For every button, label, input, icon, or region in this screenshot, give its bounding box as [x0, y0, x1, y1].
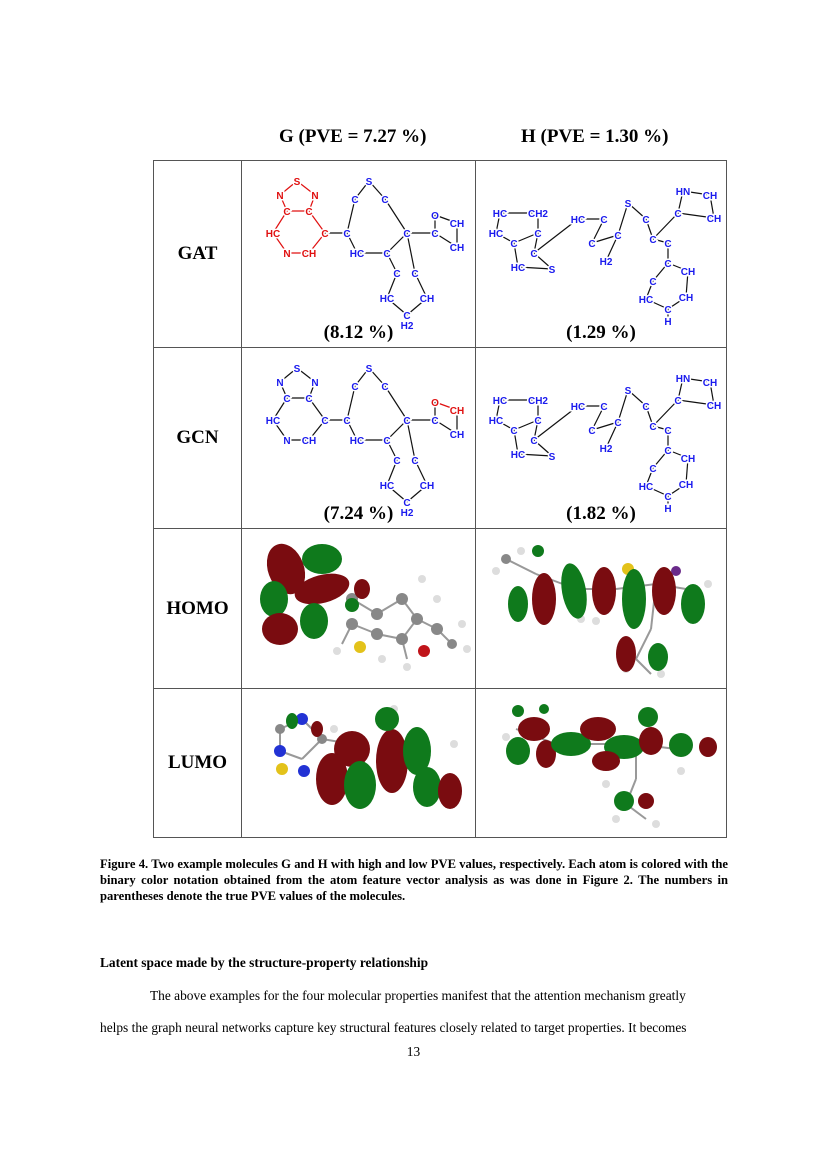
- atom-label: H: [664, 504, 672, 515]
- atom-label: H2: [599, 444, 613, 455]
- atom-label: S: [624, 199, 632, 210]
- atom-label: S: [293, 364, 301, 375]
- structure-gat-g: [242, 161, 475, 332]
- atom-label: CH: [449, 406, 465, 417]
- atom-label: HC: [265, 416, 281, 427]
- cell-lumo-g: [242, 689, 476, 838]
- atom-label: C: [642, 402, 650, 413]
- atom-label: C: [431, 229, 439, 240]
- homo-atoms-g: [333, 575, 471, 671]
- homo-orbital-g: [242, 529, 475, 688]
- lumo-orbital-h: [476, 689, 726, 837]
- paragraph-line-1: The above examples for the four molecular properties manifest that the attention mechanism greatly: [150, 988, 686, 1003]
- atom-label: C: [664, 426, 672, 437]
- atom-label: N: [311, 191, 319, 202]
- structure-gat-h: [476, 161, 726, 328]
- atom-label: C: [649, 464, 657, 475]
- atom-label: C: [649, 422, 657, 433]
- atom-label: O: [431, 398, 439, 409]
- paragraph-line-2: helps the graph neural networks capture key structural features closely related to target properties. It becomes: [100, 1020, 687, 1035]
- atom-label: C: [321, 416, 329, 427]
- atom-label: CH: [301, 249, 317, 260]
- cell-lumo-h: [476, 689, 727, 838]
- row-label-homo: HOMO: [154, 529, 242, 689]
- atom-label: S: [293, 177, 301, 188]
- atom-label: C: [664, 492, 672, 503]
- atom-label: S: [365, 364, 373, 375]
- atom-label: HC: [379, 294, 395, 305]
- atom-label: HC: [510, 263, 526, 274]
- atom-label: C: [411, 456, 419, 467]
- atom-label: CH: [702, 378, 718, 389]
- atom-label: C: [403, 416, 411, 427]
- atom-label: HN: [675, 374, 691, 385]
- atom-label: H: [664, 317, 672, 328]
- atom-label: CH: [680, 267, 696, 278]
- atom-label: CH: [706, 214, 722, 225]
- pve-value-gcn-g: (7.24 %): [323, 503, 394, 524]
- pve-value-gat-g: (8.12 %): [323, 322, 394, 343]
- atom-label: C: [534, 416, 542, 427]
- atom-label: CH: [449, 243, 465, 254]
- cell-gcn-h: [476, 348, 727, 529]
- column-header-h: H (PVE = 1.30 %): [521, 126, 669, 147]
- atom-label: N: [276, 378, 284, 389]
- atom-label: C: [351, 382, 359, 393]
- cell-gat-h: [476, 161, 727, 348]
- atom-label: CH: [419, 294, 435, 305]
- atom-label: S: [365, 177, 373, 188]
- page-number: 13: [406, 1044, 421, 1059]
- section-title: Latent space made by the structure-property relationship: [100, 955, 429, 970]
- atom-label: HC: [570, 402, 586, 413]
- atom-label: S: [548, 265, 556, 276]
- atom-label: C: [530, 249, 538, 260]
- atom-label: CH2: [527, 396, 549, 407]
- atom-label: N: [311, 378, 319, 389]
- atom-label: C: [305, 207, 313, 218]
- atom-label: C: [393, 456, 401, 467]
- homo-orbital-h: [476, 529, 726, 688]
- atom-label: C: [383, 436, 391, 447]
- atom-label: C: [649, 235, 657, 246]
- atom-label: C: [403, 311, 411, 322]
- atom-label: C: [614, 418, 622, 429]
- atom-label: C: [664, 259, 672, 270]
- atom-label: C: [664, 239, 672, 250]
- atom-label: HC: [488, 229, 504, 240]
- atom-label: C: [600, 402, 608, 413]
- atom-label: H2: [400, 321, 414, 332]
- atom-label: CH: [678, 293, 694, 304]
- figure-caption: Figure 4. Two example molecules G and H with high and low PVE values, respectively. Each atom is colored with the binary color notation obtained from the atom feature vector analysis as was done in Figure 2. The numbers in parentheses denote the true PVE values of the molecules.: [100, 857, 728, 903]
- atom-label: C: [510, 239, 518, 250]
- row-label-gcn: GCN: [154, 348, 242, 529]
- atom-label: CH2: [527, 209, 549, 220]
- atom-label: H2: [400, 508, 414, 519]
- atom-label: C: [393, 269, 401, 280]
- atom-label: C: [642, 215, 650, 226]
- atom-label: HN: [675, 187, 691, 198]
- pve-value-gcn-h: (1.82 %): [566, 503, 636, 524]
- atom-label: C: [343, 416, 351, 427]
- atom-label: C: [664, 446, 672, 457]
- cell-homo-h: [476, 529, 727, 689]
- atom-label: S: [548, 452, 556, 463]
- atom-label: C: [588, 426, 596, 437]
- atom-label: C: [431, 416, 439, 427]
- row-label-gat: GAT: [154, 161, 242, 348]
- atom-label: C: [588, 239, 596, 250]
- atom-label: C: [530, 436, 538, 447]
- atom-label: CH: [680, 454, 696, 465]
- atom-label: C: [674, 209, 682, 220]
- atom-label: C: [664, 305, 672, 316]
- atom-label: CH: [706, 401, 722, 412]
- pve-value-gat-h: (1.29 %): [566, 322, 636, 343]
- atom-label: C: [343, 229, 351, 240]
- cell-homo-g: [242, 529, 476, 689]
- atom-label: C: [510, 426, 518, 437]
- atom-label: CH: [301, 436, 317, 447]
- atom-label: C: [283, 394, 291, 405]
- atom-label: C: [383, 249, 391, 260]
- atom-label: N: [283, 249, 291, 260]
- atom-label: HC: [265, 229, 281, 240]
- atom-label: C: [283, 207, 291, 218]
- atom-label: C: [305, 394, 313, 405]
- cell-gcn-g: [242, 348, 476, 529]
- atom-label: N: [283, 436, 291, 447]
- atom-label: N: [276, 191, 284, 202]
- atom-label: HC: [492, 396, 508, 407]
- atom-label: H2: [599, 257, 613, 268]
- atom-label: C: [534, 229, 542, 240]
- atom-label: C: [411, 269, 419, 280]
- atom-label: HC: [349, 249, 365, 260]
- atom-label: C: [381, 195, 389, 206]
- atom-label: C: [649, 277, 657, 288]
- atom-label: HC: [638, 482, 654, 493]
- atom-label: HC: [379, 481, 395, 492]
- lumo-orbital-g: [242, 689, 475, 837]
- atom-label: HC: [488, 416, 504, 427]
- row-label-lumo: LUMO: [154, 689, 242, 838]
- atom-label: C: [321, 229, 329, 240]
- atom-label: HC: [570, 215, 586, 226]
- column-header-g: G (PVE = 7.27 %): [279, 126, 427, 147]
- cell-gat-g: [242, 161, 476, 348]
- atom-label: C: [674, 396, 682, 407]
- atom-label: O: [431, 211, 439, 222]
- atom-label: C: [600, 215, 608, 226]
- atom-label: C: [381, 382, 389, 393]
- atom-label: S: [624, 386, 632, 397]
- atom-label: C: [403, 498, 411, 509]
- atom-label: C: [614, 231, 622, 242]
- atom-label: HC: [349, 436, 365, 447]
- figure-table: [153, 160, 727, 838]
- atom-label: CH: [449, 219, 465, 230]
- atom-label: CH: [702, 191, 718, 202]
- atom-label: HC: [638, 295, 654, 306]
- atom-label: CH: [449, 430, 465, 441]
- atom-label: CH: [678, 480, 694, 491]
- atom-label: HC: [510, 450, 526, 461]
- atom-label: C: [403, 229, 411, 240]
- atom-label: C: [351, 195, 359, 206]
- atom-label: CH: [419, 481, 435, 492]
- atom-label: HC: [492, 209, 508, 220]
